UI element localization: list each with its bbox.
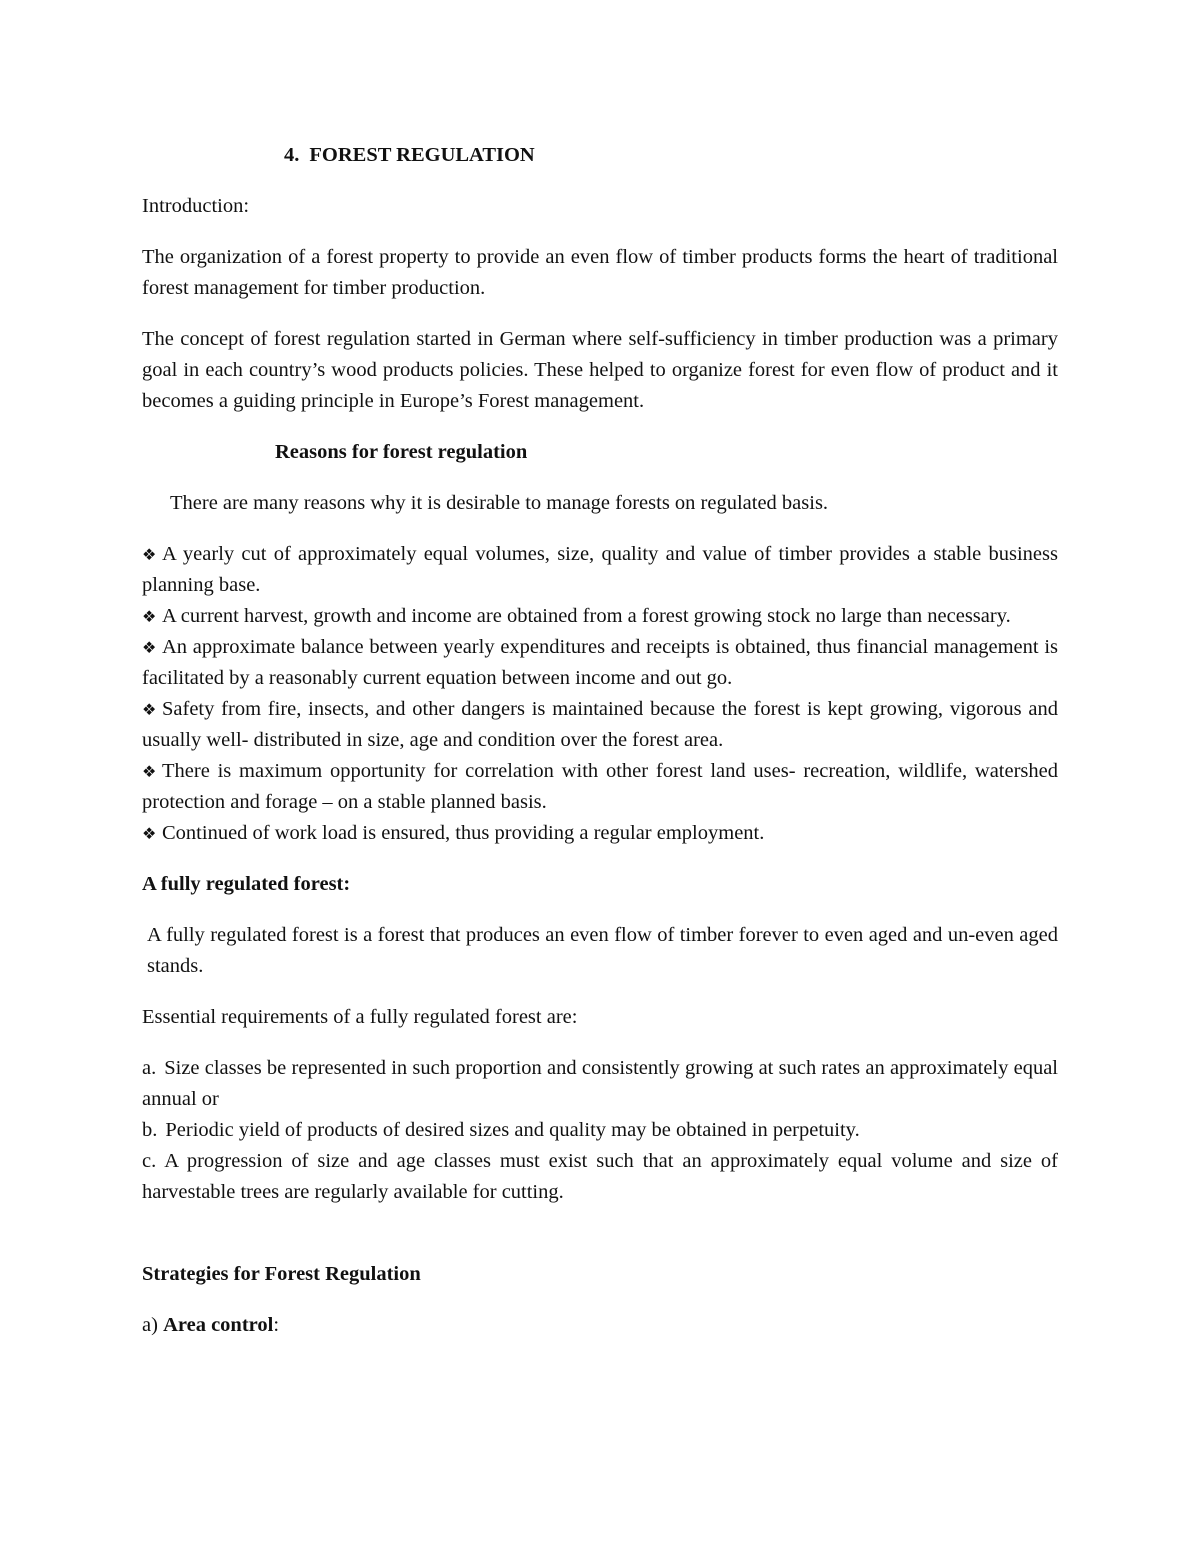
reason-text: There is maximum opportunity for correlation with other forest land uses- recreation, wildlife, watershed protection and forage – on a stable planned basis. [142,760,1058,813]
reason-item [142,632,1058,694]
reason-item [142,694,1058,756]
reason-item [142,756,1058,818]
requirements-intro: Essential requirements of a fully regulated forest are: [142,1006,578,1028]
reason-item [142,539,1058,601]
diamond-bullet-icon: ❖ [142,824,157,843]
reasons-lead: There are many reasons why it is desirable to manage forests on regulated basis. [170,492,829,514]
reason-item [142,818,1058,849]
requirement-text: Periodic yield of products of desired sizes and quality may be obtained in perpetuity. [165,1119,860,1141]
requirement-item [142,1053,1058,1115]
fully-regulated-definition: A fully regulated forest is a forest that produces an even flow of timber forever to even aged and un-even aged stands. [147,924,1058,977]
requirement-letter: a. [142,1057,157,1079]
requirement-letter: b. [142,1119,158,1141]
strategy-prefix: a) [142,1314,158,1336]
intro-paragraph-1: The organization of a forest property to provide an even flow of timber products forms the heart of traditional forest management for timber production. [142,246,1058,299]
strategy-suffix: : [273,1314,280,1336]
introduction-label: Introduction: [142,195,250,217]
fully-regulated-heading: A fully regulated forest: [142,873,351,895]
document-body [142,140,1058,1341]
requirement-item [142,1115,1058,1146]
reasons-heading: Reasons for forest regulation [275,441,528,463]
reason-text: A current harvest, growth and income are obtained from a forest growing stock no large than necessary. [162,605,1011,627]
requirement-text: Size classes be represented in such proportion and consistently growing at such rates an approximately equal annual or [142,1057,1058,1110]
intro-paragraph-2: The concept of forest regulation started in German where self-sufficiency in timber production was a primary goal in each country’s wood products policies. These helped to organize forest for even flow of product and it becomes a guiding principle in Europe’s Forest management. [142,328,1058,412]
reason-text: A yearly cut of approximately equal volumes, size, quality and value of timber provides a stable business planning base. [142,543,1058,596]
diamond-bullet-icon: ❖ [142,762,157,781]
reasons-list [142,539,1058,849]
requirements-list [142,1053,1058,1208]
requirement-text: A progression of size and age classes must exist such that an approximately equal volume and size of harvestable trees are regularly available for cutting. [142,1150,1058,1203]
requirement-item [142,1146,1058,1208]
requirement-letter: c. [142,1150,157,1172]
reason-text: An approximate balance between yearly expenditures and receipts is obtained, thus financial management is facilitated by a reasonably current equation between income and out go. [142,636,1058,689]
reason-item [142,601,1058,632]
diamond-bullet-icon: ❖ [142,700,157,719]
reason-text: Safety from fire, insects, and other dangers is maintained because the forest is kept growing, vigorous and usually well- distributed in size, age and condition over the forest area. [142,698,1058,751]
diamond-bullet-icon: ❖ [142,638,157,657]
section-number: 4. [284,144,300,166]
reason-text: Continued of work load is ensured, thus providing a regular employment. [162,822,765,844]
diamond-bullet-icon: ❖ [142,607,157,626]
section-title: FOREST REGULATION [309,144,535,166]
strategy-label: Area control [163,1314,274,1336]
strategies-heading: Strategies for Forest Regulation [142,1263,421,1285]
diamond-bullet-icon: ❖ [142,545,157,564]
section-heading [142,140,1058,171]
strategy-item-area-control [142,1310,1058,1341]
